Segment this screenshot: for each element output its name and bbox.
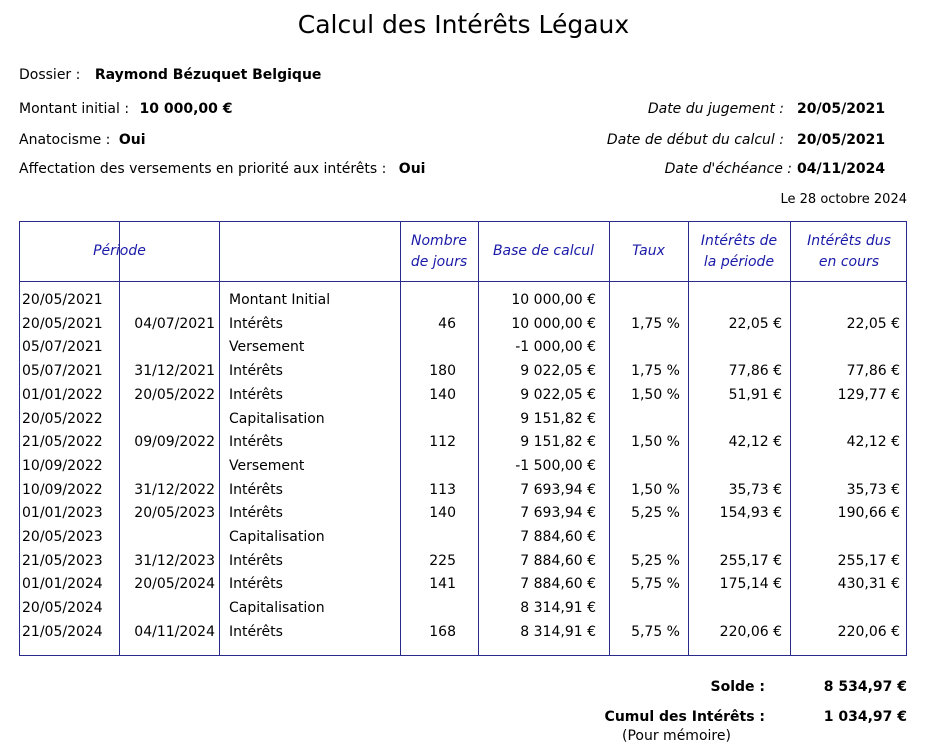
date-debut-value: 20/05/2021 — [797, 132, 886, 148]
table-row — [20, 360, 906, 383]
cell-rate: 5,75 % — [631, 576, 680, 593]
header-jours: de jours — [410, 253, 468, 270]
cell-base: 10 000,00 € — [511, 292, 596, 308]
header-base: Base de calcul — [492, 243, 595, 259]
cell-days: 112 — [429, 434, 456, 451]
cell-rate: 5,25 % — [631, 552, 680, 569]
cell-base: 9 022,05 € — [520, 363, 596, 380]
cell-from: 20/05/2023 — [22, 529, 103, 545]
cell-from: 01/01/2024 — [22, 576, 103, 593]
header-interets-dus — [790, 222, 908, 281]
dossier-label: Dossier : — [19, 67, 81, 83]
cell-interest: 35,73 € — [728, 481, 782, 498]
affectation-line — [19, 161, 425, 177]
cell-due: 42,12 € — [846, 434, 900, 451]
table-row — [20, 502, 906, 525]
cell-to: 04/11/2024 — [134, 623, 215, 640]
header-interets-2: la période — [703, 253, 775, 270]
cell-from: 10/09/2022 — [22, 481, 103, 498]
cell-to: 04/07/2021 — [134, 315, 215, 332]
cell-from: 05/07/2021 — [22, 339, 103, 356]
header-periode: Période — [93, 243, 146, 259]
cell-label: Intérêts — [229, 434, 283, 451]
cell-to: 31/12/2022 — [134, 481, 215, 498]
cell-due: 35,73 € — [846, 481, 900, 498]
cell-label: Capitalisation — [229, 410, 325, 427]
cumul-value: 1 034,97 € — [823, 709, 907, 725]
cumul-note: (Pour mémoire) — [622, 728, 731, 744]
table-row — [20, 550, 906, 573]
header-dus-2: en cours — [818, 253, 880, 270]
table-row — [20, 289, 906, 312]
cell-days: 140 — [429, 505, 456, 522]
date-jugement-label: Date du jugement : — [647, 101, 784, 117]
affectation-label: Affectation des versements en priorité aux intérêts : — [19, 161, 387, 177]
anatocisme-value: Oui — [118, 132, 146, 148]
cell-interest: 220,06 € — [719, 623, 782, 640]
cell-from: 21/05/2024 — [22, 623, 103, 640]
cell-base: 9 022,05 € — [520, 386, 596, 403]
cell-from: 21/05/2023 — [22, 552, 103, 569]
cell-due: 430,31 € — [837, 576, 900, 593]
cell-base: 7 884,60 € — [520, 576, 596, 593]
montant-initial-line — [19, 101, 233, 117]
cell-label: Montant Initial — [229, 292, 331, 308]
cell-label: Intérêts — [229, 623, 283, 640]
cell-days: 141 — [429, 576, 456, 593]
cell-from: 01/01/2023 — [22, 505, 103, 522]
cell-rate: 1,50 % — [631, 434, 680, 451]
interest-table — [19, 221, 907, 656]
header-taux: Taux — [632, 243, 665, 259]
table-row — [20, 431, 906, 454]
header-dus-1: Intérêts dus — [807, 232, 891, 249]
cell-base: -1 000,00 € — [515, 339, 596, 356]
cell-due: 255,17 € — [837, 552, 900, 569]
header-interets-periode — [688, 222, 790, 281]
cell-to: 20/05/2024 — [134, 576, 215, 593]
table-row — [20, 479, 906, 502]
cell-from: 20/05/2021 — [22, 315, 103, 332]
cell-from: 05/07/2021 — [22, 363, 103, 380]
cell-rate: 1,50 % — [631, 386, 680, 403]
cell-to: 09/09/2022 — [134, 434, 215, 451]
table-row — [20, 455, 906, 478]
cell-label: Intérêts — [229, 505, 283, 522]
date-debut-label: Date de début du calcul : — [606, 132, 784, 148]
cell-base: 10 000,00 € — [511, 315, 596, 332]
cell-interest: 42,12 € — [728, 434, 782, 451]
cell-label: Capitalisation — [229, 529, 325, 545]
table-row — [20, 313, 906, 336]
cell-days: 225 — [429, 552, 456, 569]
cell-due: 220,06 € — [837, 623, 900, 640]
table-row — [20, 597, 906, 620]
cell-label: Intérêts — [229, 315, 283, 332]
table-row — [20, 573, 906, 596]
cell-label: Capitalisation — [229, 600, 325, 617]
cell-base: 7 693,94 € — [520, 505, 596, 522]
affectation-value: Oui — [398, 161, 426, 177]
cell-base: 9 151,82 € — [520, 410, 596, 427]
cell-from: 20/05/2024 — [22, 600, 103, 617]
header-interets-1: Intérêts de — [700, 232, 778, 249]
edition-date: Le 28 octobre 2024 — [780, 192, 907, 207]
cell-base: 8 314,91 € — [520, 600, 596, 617]
cell-days: 46 — [438, 315, 456, 332]
solde-value: 8 534,97 € — [823, 679, 907, 695]
cell-days: 180 — [429, 363, 456, 380]
cell-interest: 255,17 € — [719, 552, 782, 569]
dossier-line — [19, 67, 321, 83]
cell-from: 20/05/2022 — [22, 410, 103, 427]
cell-due: 22,05 € — [846, 315, 900, 332]
cell-rate: 1,50 % — [631, 481, 680, 498]
montant-initial-label: Montant initial : — [19, 101, 130, 117]
header-divider — [20, 281, 906, 282]
table-row — [20, 336, 906, 359]
cell-label: Intérêts — [229, 481, 283, 498]
cell-interest: 51,91 € — [728, 386, 782, 403]
cell-label: Intérêts — [229, 552, 283, 569]
cell-interest: 77,86 € — [728, 363, 782, 380]
dossier-value: Raymond Bézuquet Belgique — [94, 67, 322, 83]
cell-due: 77,86 € — [846, 363, 900, 380]
cell-from: 20/05/2021 — [22, 292, 103, 308]
cell-base: 9 151,82 € — [520, 434, 596, 451]
cell-from: 01/01/2022 — [22, 386, 103, 403]
cell-to: 20/05/2023 — [134, 505, 215, 522]
table-row — [20, 384, 906, 407]
date-jugement-value: 20/05/2021 — [797, 101, 886, 117]
cell-due: 190,66 € — [837, 505, 900, 522]
cell-interest: 22,05 € — [728, 315, 782, 332]
cell-base: 7 693,94 € — [520, 481, 596, 498]
cell-label: Intérêts — [229, 576, 283, 593]
cell-base: 7 884,60 € — [520, 529, 596, 545]
table-row — [20, 408, 906, 431]
cell-label: Versement — [229, 339, 305, 356]
cell-from: 10/09/2022 — [22, 457, 103, 474]
montant-initial-value: 10 000,00 € — [139, 101, 233, 117]
cell-days: 168 — [429, 623, 456, 640]
cell-base: 7 884,60 € — [520, 552, 596, 569]
cell-interest: 175,14 € — [719, 576, 782, 593]
cell-label: Intérêts — [229, 363, 283, 380]
header-nombre: Nombre — [411, 232, 467, 249]
cell-base: 8 314,91 € — [520, 623, 596, 640]
cell-interest: 154,93 € — [719, 505, 782, 522]
header-nombre-jours — [400, 222, 478, 281]
cell-label: Intérêts — [229, 386, 283, 403]
date-echeance-label: Date d'échéance : — [664, 161, 792, 177]
cell-rate: 1,75 % — [631, 363, 680, 380]
solde-label: Solde : — [710, 679, 765, 695]
cell-rate: 5,25 % — [631, 505, 680, 522]
table-row — [20, 621, 906, 644]
cell-to: 31/12/2021 — [134, 363, 215, 380]
cell-days: 113 — [429, 481, 456, 498]
cell-base: -1 500,00 € — [515, 457, 596, 474]
cell-rate: 5,75 % — [631, 623, 680, 640]
anatocisme-label: Anatocisme : — [19, 132, 111, 148]
cell-to: 31/12/2023 — [134, 552, 215, 569]
anatocisme-line — [19, 132, 146, 148]
page-title: Calcul des Intérêts Légaux — [297, 10, 630, 39]
cumul-label: Cumul des Intérêts : — [604, 709, 765, 725]
cell-to: 20/05/2022 — [134, 386, 215, 403]
date-echeance-value: 04/11/2024 — [797, 161, 886, 177]
cell-due: 129,77 € — [837, 386, 900, 403]
table-row — [20, 526, 906, 549]
cell-days: 140 — [429, 386, 456, 403]
cell-from: 21/05/2022 — [22, 434, 103, 451]
cell-rate: 1,75 % — [631, 315, 680, 332]
cell-label: Versement — [229, 457, 305, 474]
